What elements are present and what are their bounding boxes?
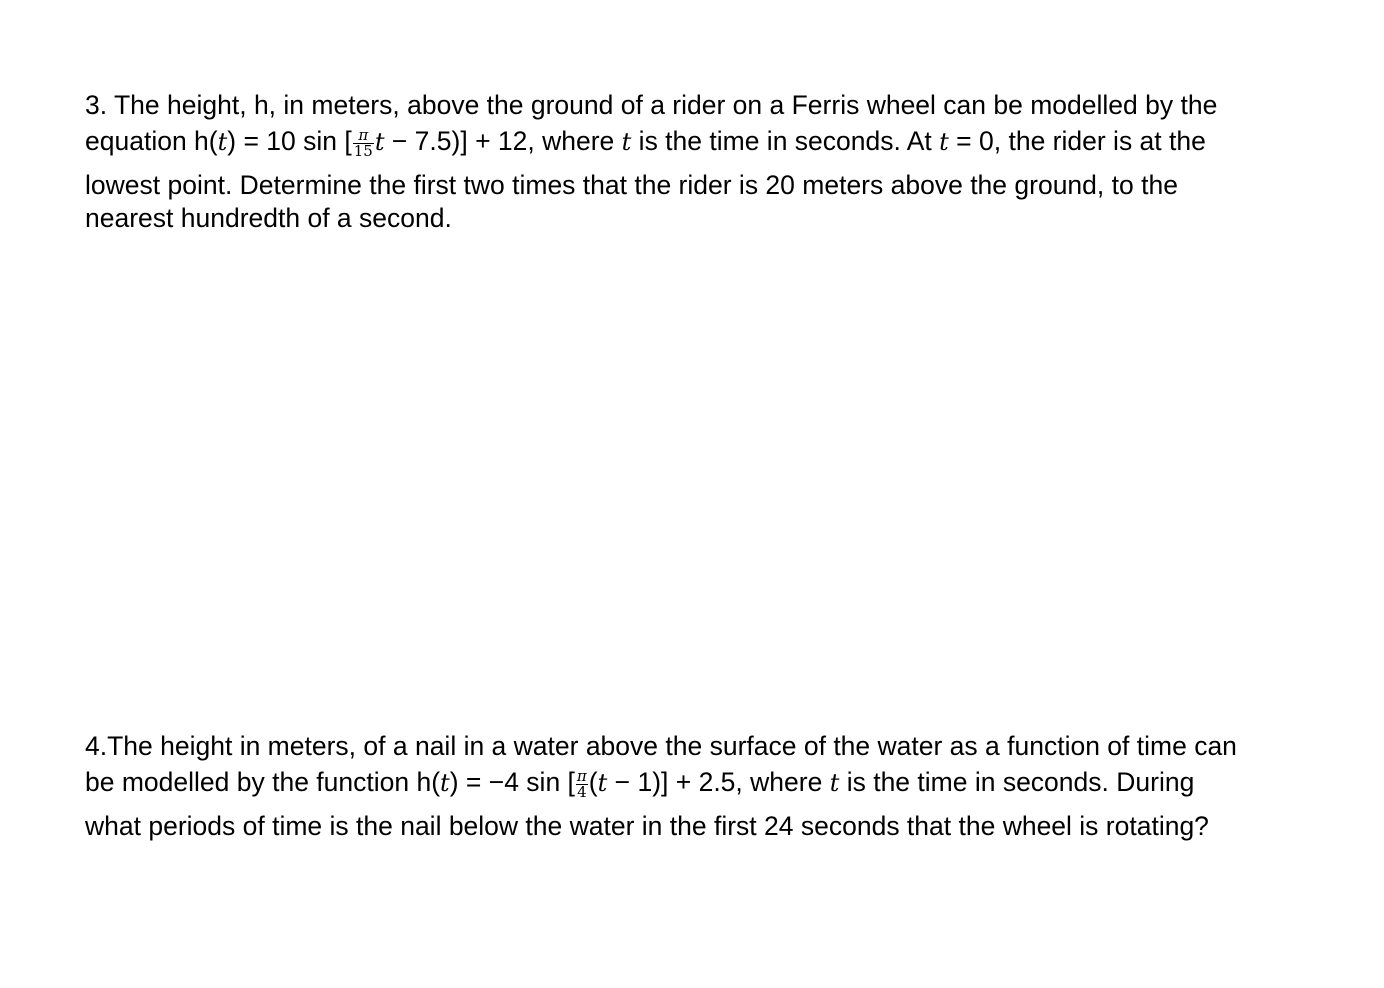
fraction-numerator: π bbox=[353, 128, 374, 144]
problem-4-line-1: 4.The height in meters, of a nail in a water above the surface of the water as a function of time can bbox=[85, 731, 1237, 761]
fraction-denominator: 4 bbox=[577, 782, 587, 801]
problem-3-line-2 bbox=[85, 126, 1206, 159]
text: is the time in seconds. At bbox=[631, 126, 940, 156]
problem-3-line-4: nearest hundredth of a second. bbox=[85, 203, 452, 233]
text: equation h( bbox=[85, 126, 218, 156]
problem-3-line-1: 3. The height, h, in meters, above the ground of a rider on a Ferris wheel can be modelled by the bbox=[85, 90, 1218, 120]
variable-t: t bbox=[374, 128, 385, 156]
text: ) = 10 sin [ bbox=[227, 126, 352, 156]
fraction-pi-over-4 bbox=[576, 766, 588, 801]
variable-t: t bbox=[939, 128, 949, 156]
problem-4-line-3: what periods of time is the nail below the water in the first 24 seconds that the wheel is rotating? bbox=[85, 811, 1209, 841]
text: = 0, the rider is at the bbox=[948, 126, 1206, 156]
variable-t: t bbox=[621, 128, 632, 156]
text: is the time in seconds. During bbox=[839, 767, 1195, 797]
text: be modelled by the function h( bbox=[85, 767, 441, 797]
fraction-pi-over-15 bbox=[353, 125, 374, 160]
text: − 7.5)] + 12, where bbox=[384, 126, 622, 156]
variable-t: t bbox=[597, 769, 608, 797]
text: ) = −4 sin [ bbox=[449, 767, 575, 797]
variable-t: t bbox=[440, 769, 450, 797]
variable-t: t bbox=[217, 128, 228, 156]
text: ( bbox=[588, 767, 598, 797]
variable-t: t bbox=[829, 769, 840, 797]
fraction-denominator: 15 bbox=[353, 141, 373, 160]
text: − 1)] + 2.5, where bbox=[607, 767, 830, 797]
fraction-numerator: π bbox=[576, 766, 587, 785]
problem-3-line-3: lowest point. Determine the first two times that the rider is 20 meters above the ground, to the bbox=[85, 170, 1178, 200]
problem-4-line-2 bbox=[85, 767, 1194, 800]
